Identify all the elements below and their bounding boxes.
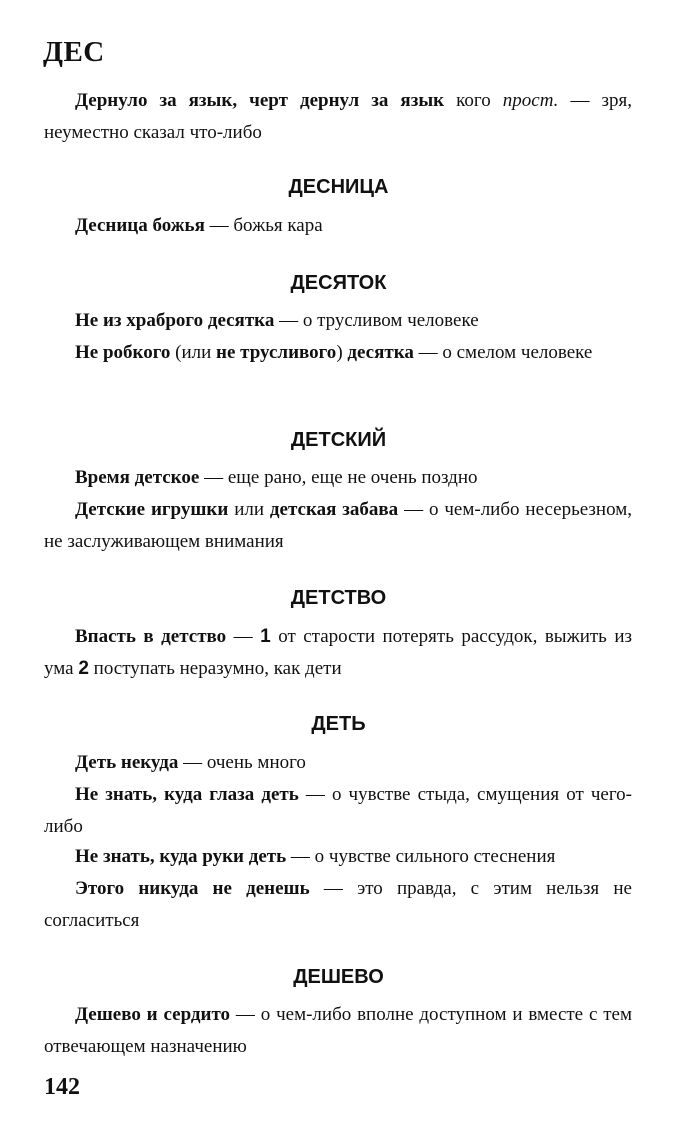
headword: ДЕСНИЦА: [288, 176, 389, 198]
sense-number: 2: [78, 658, 89, 679]
entry: [44, 210, 632, 242]
page-number: 142: [44, 1074, 80, 1100]
entry-phrase: Время детское: [75, 467, 200, 488]
entry: [44, 85, 632, 149]
entry: [44, 337, 632, 369]
entry-definition: кого: [444, 90, 503, 111]
sense-number: 1: [260, 626, 271, 647]
entry-phrase: детская забава: [269, 499, 399, 520]
entry-definition: — о трусливом человеке: [274, 310, 479, 331]
entry-phrase: не трусливого: [216, 342, 337, 363]
entry: [44, 305, 632, 337]
headword: ДЕТСТВО: [290, 587, 387, 609]
entry-definition: — очень много: [178, 752, 306, 773]
entry-definition: — о чем-либо вполне доступном и вместе с тем отвечающем назначению: [44, 1004, 632, 1057]
entry-phrase: Десница божья: [75, 215, 205, 236]
entry-definition: — о чувстве сильного стеснения: [286, 846, 556, 867]
entry-definition: — зря, неуместно сказал что-либо: [44, 90, 632, 143]
entry-phrase: Не из храброго десятка: [75, 310, 275, 331]
entry-phrase: Детские игрушки: [75, 499, 229, 520]
entry-definition: — о смелом человеке: [413, 342, 593, 363]
entry-definition: — еще рано, еще не очень поздно: [199, 467, 478, 488]
running-head: ДЕС: [43, 36, 105, 68]
entry-phrase: Дешево и сердито: [75, 1004, 231, 1025]
headword: ДЕТЬ: [311, 713, 366, 735]
entry: [44, 494, 632, 558]
entry-definition: ): [336, 342, 348, 363]
entry-definition: или: [228, 499, 270, 520]
entry: [44, 621, 632, 685]
entry: [44, 999, 632, 1063]
entry-definition: —: [226, 626, 261, 647]
usage-label: прост.: [502, 90, 559, 111]
headword: ДЕСЯТОК: [290, 272, 387, 294]
entry-definition: (или: [170, 342, 217, 363]
entry: [44, 841, 632, 873]
entry-phrase: Деть некуда: [75, 752, 179, 773]
entry-definition: — о чувстве стыда, смущения от чего-либо: [44, 784, 632, 837]
entry-definition: — божья кара: [204, 215, 323, 236]
entry-phrase: Не знать, куда руки деть: [75, 846, 287, 867]
entry: [44, 462, 632, 494]
entry-phrase: Дернуло за язык, черт дернул за язык: [75, 90, 445, 111]
entry-definition: — о чем-либо несерьезном, не заслуживающем внимания: [44, 499, 633, 552]
entry: [44, 873, 632, 937]
entry: [44, 779, 632, 843]
entry-definition: от старости потерять рассудок, выжить из ума: [44, 626, 632, 679]
entry-definition: — это правда, с этим нельзя не согласиться: [44, 878, 632, 931]
entry-definition: поступать неразумно, как дети: [88, 658, 342, 679]
entry-phrase: Не робкого: [75, 342, 171, 363]
entry-phrase: Не знать, куда глаза деть: [75, 784, 299, 805]
entry: [44, 747, 632, 779]
entry-phrase: Впасть в детство: [75, 626, 227, 647]
entry-phrase: десятка: [347, 342, 414, 363]
entry-phrase: Этого никуда не денешь: [75, 878, 310, 899]
headword: ДЕШЕВО: [293, 966, 384, 988]
headword: ДЕТСКИЙ: [290, 429, 387, 451]
